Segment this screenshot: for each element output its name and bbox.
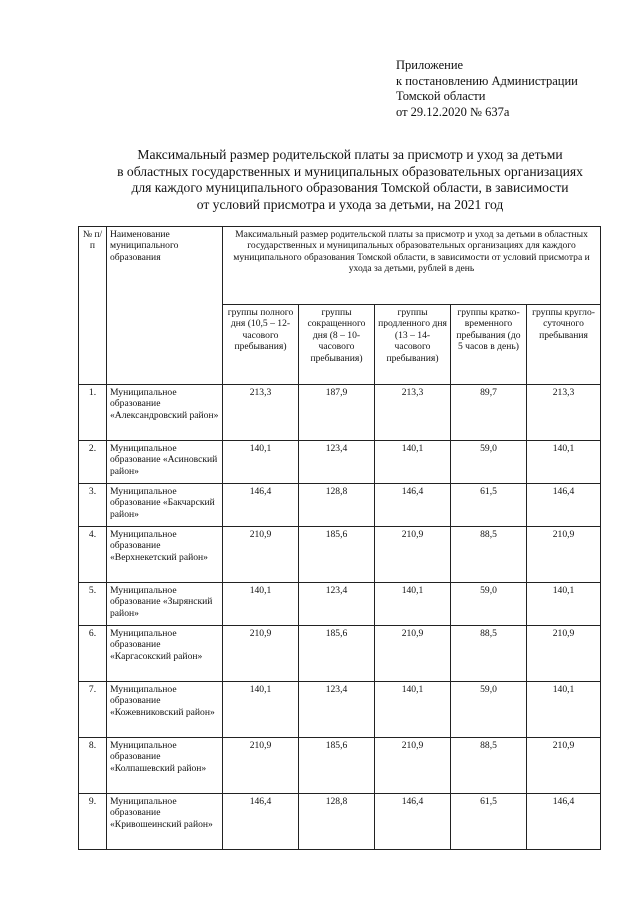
fee-table [78, 226, 601, 850]
fee-value: 61,5 [451, 794, 527, 850]
title-line: для каждого муниципального образования Томской области, в зависимости [131, 180, 569, 195]
fee-value: 123,4 [299, 583, 375, 626]
fee-value: 146,4 [527, 484, 601, 527]
table-row [79, 441, 601, 484]
row-number: 8. [79, 738, 107, 794]
fee-value: 213,3 [527, 385, 601, 441]
appendix-block [396, 58, 578, 120]
subheader-short-day: группы сокращенного дня (8 – 10-часового пребывания) [299, 305, 375, 385]
fee-value: 210,9 [223, 527, 299, 583]
row-number: 2. [79, 441, 107, 484]
table-body [79, 385, 601, 850]
fee-value: 210,9 [527, 626, 601, 682]
subheader-full-day: группы полного дня (10,5 – 12-часового пребывания) [223, 305, 299, 385]
municipality-name: Муниципальное образование «Зырянский район» [107, 583, 223, 626]
document-title [60, 147, 640, 213]
col-header-name: Наименование муниципального образования [107, 227, 223, 385]
title-line: Максимальный размер родительской платы за присмотр и уход за детьми [137, 147, 563, 162]
table-row [79, 738, 601, 794]
fee-value: 88,5 [451, 626, 527, 682]
fee-value: 59,0 [451, 682, 527, 738]
fee-value: 146,4 [375, 794, 451, 850]
fee-value: 88,5 [451, 738, 527, 794]
title-line: в областных государственных и муниципальных образовательных организациях [117, 163, 583, 179]
fee-value: 140,1 [223, 583, 299, 626]
row-number: 4. [79, 527, 107, 583]
fee-value: 210,9 [375, 738, 451, 794]
fee-value: 61,5 [451, 484, 527, 527]
fee-value: 210,9 [375, 626, 451, 682]
table-row [79, 484, 601, 527]
municipality-name: Муниципальное образование «Асиновский район» [107, 441, 223, 484]
table-row [79, 583, 601, 626]
table-row [79, 626, 601, 682]
fee-value: 210,9 [375, 527, 451, 583]
fee-value: 140,1 [375, 583, 451, 626]
fee-value: 146,4 [375, 484, 451, 527]
table-row [79, 385, 601, 441]
row-number: 3. [79, 484, 107, 527]
row-number: 5. [79, 583, 107, 626]
subheader-short-stay: группы кратко-временного пребывания (до 5 часов в день) [451, 305, 527, 385]
fee-value: 146,4 [527, 794, 601, 850]
row-number: 9. [79, 794, 107, 850]
subheader-extended-day: группы продленного дня (13 – 14-часового пребывания) [375, 305, 451, 385]
fee-value: 140,1 [375, 682, 451, 738]
fee-value: 146,4 [223, 794, 299, 850]
municipality-name: Муниципальное образование «Кожевниковский район» [107, 682, 223, 738]
appendix-line: Приложение [396, 58, 464, 72]
subheader-24h: группы кругло-суточного пребывания [527, 305, 601, 385]
fee-value: 146,4 [223, 484, 299, 527]
col-header-number: № п/п [79, 227, 107, 385]
appendix-line: к постановлению Администрации [396, 73, 578, 88]
fee-value: 123,4 [299, 441, 375, 484]
title-line: от условий присмотра и ухода за детьми, на 2021 год [196, 196, 504, 212]
fee-value: 140,1 [527, 682, 601, 738]
fee-value: 210,9 [527, 527, 601, 583]
fee-value: 210,9 [223, 626, 299, 682]
table-row [79, 527, 601, 583]
table-row [79, 682, 601, 738]
fee-value: 210,9 [527, 738, 601, 794]
fee-value: 140,1 [223, 441, 299, 484]
fee-value: 213,3 [375, 385, 451, 441]
fee-value: 59,0 [451, 583, 527, 626]
fee-value: 59,0 [451, 441, 527, 484]
fee-value: 185,6 [299, 527, 375, 583]
municipality-name: Муниципальное образование «Каргасокский район» [107, 626, 223, 682]
municipality-name: Муниципальное образование «Верхнекетский район» [107, 527, 223, 583]
municipality-name: Муниципальное образование «Александровский район» [107, 385, 223, 441]
row-number: 7. [79, 682, 107, 738]
appendix-line: Томской области [396, 89, 486, 103]
fee-value: 140,1 [527, 441, 601, 484]
municipality-name: Муниципальное образование «Кривошеинский район» [107, 794, 223, 850]
fee-value: 88,5 [451, 527, 527, 583]
row-number: 1. [79, 385, 107, 441]
fee-value: 187,9 [299, 385, 375, 441]
fee-value: 128,8 [299, 484, 375, 527]
fee-value: 213,3 [223, 385, 299, 441]
fee-value: 140,1 [223, 682, 299, 738]
fee-value: 123,4 [299, 682, 375, 738]
appendix-line: от 29.12.2020 № 637а [396, 104, 510, 119]
fee-value: 89,7 [451, 385, 527, 441]
table-row [79, 794, 601, 850]
fee-value: 140,1 [375, 441, 451, 484]
fee-value: 210,9 [223, 738, 299, 794]
span-header: Максимальный размер родительской платы за присмотр и уход за детьми в областных государственных и муниципальных образовательных организациях для каждого муниципального образования Томской области, в зависимости от условий присмотра и ухода за детьми, рублей в день [223, 227, 601, 305]
row-number: 6. [79, 626, 107, 682]
fee-value: 185,6 [299, 738, 375, 794]
fee-value: 128,8 [299, 794, 375, 850]
fee-value: 185,6 [299, 626, 375, 682]
fee-value: 140,1 [527, 583, 601, 626]
municipality-name: Муниципальное образование «Бакчарский район» [107, 484, 223, 527]
municipality-name: Муниципальное образование «Колпашевский район» [107, 738, 223, 794]
